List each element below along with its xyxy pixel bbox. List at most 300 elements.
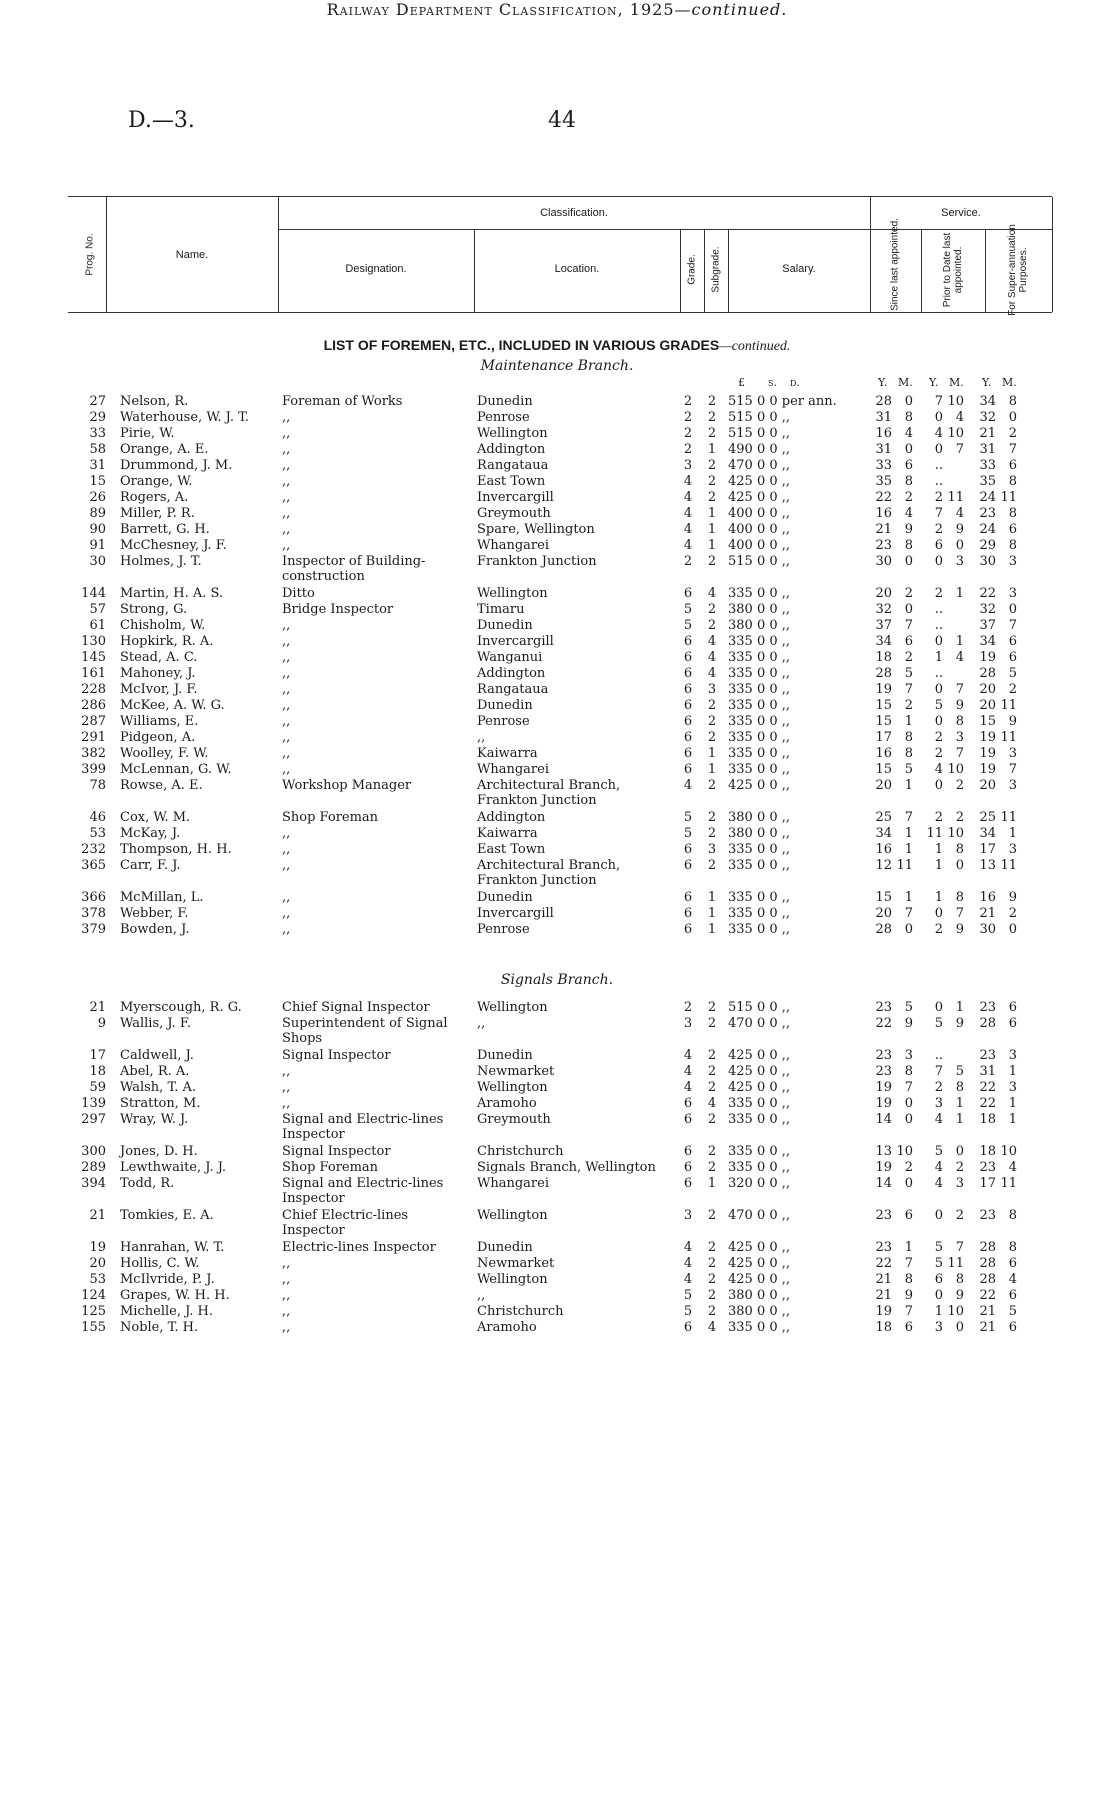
cell-prior-years: 1 (934, 842, 943, 857)
cell-prior-years: .. (934, 458, 943, 473)
cell-location: Aramoho (477, 1320, 537, 1335)
cell-super-years: 22 (979, 1080, 996, 1095)
cell-super-years: 17 (979, 842, 996, 857)
list-title: LIST OF FOREMEN, ETC., INCLUDED IN VARIOUS GRADES—continued. (323, 337, 791, 354)
cell-prog-no: 30 (89, 554, 106, 569)
header-since-last: Since last appointed. (889, 218, 901, 311)
cell-prior-months: 10 (947, 1304, 964, 1319)
cell-prog-no: 91 (89, 538, 106, 553)
cell-prog-no: 53 (89, 826, 106, 841)
cell-prior-months: 4 (955, 650, 964, 665)
cell-super-years: 20 (979, 778, 996, 793)
cell-super-months: 3 (1008, 1048, 1017, 1063)
cell-designation: ,, (282, 442, 291, 457)
cell-grade: 6 (683, 762, 693, 777)
cell-location: Penrose (477, 410, 530, 425)
cell-name: McIvor, J. F. (120, 682, 198, 697)
cell-subgrade: 2 (707, 810, 717, 825)
cell-grade: 2 (683, 426, 693, 441)
cell-super-years: 25 (979, 810, 996, 825)
cell-super-years: 19 (979, 730, 996, 745)
cell-since-years: 13 (875, 1144, 892, 1159)
cell-since-months: 1 (904, 778, 913, 793)
header-prog-no: Prog. No. (84, 233, 96, 276)
cell-prior-years: 6 (934, 1272, 943, 1287)
cell-prog-no: 378 (81, 906, 106, 921)
cell-prior-months: 1 (955, 1000, 964, 1015)
cell-subgrade: 2 (707, 1288, 717, 1303)
cell-name: Pirie, W. (120, 426, 175, 441)
cell-super-years: 32 (979, 410, 996, 425)
cell-location: Newmarket (477, 1064, 555, 1079)
cell-prog-no: 58 (89, 442, 106, 457)
cell-grade: 4 (683, 1256, 693, 1271)
cell-since-months: 9 (904, 522, 913, 537)
cell-super-months: 6 (1008, 634, 1017, 649)
section-signals: Signals Branch. (500, 972, 614, 988)
cell-super-years: 21 (979, 906, 996, 921)
cell-since-years: 20 (875, 906, 892, 921)
cell-since-months: 0 (904, 1112, 913, 1127)
cell-salary: 425 0 0 ,, (728, 778, 791, 793)
cell-designation: ,, (282, 1096, 291, 1111)
cell-name: Orange, W. (120, 474, 193, 489)
cell-since-years: 23 (875, 1064, 892, 1079)
cell-prior-years: 2 (934, 810, 943, 825)
cell-designation: Superintendent of Signal Shops (282, 1016, 448, 1046)
cell-designation: Shop Foreman (282, 1160, 379, 1175)
cell-location: Whangarei (477, 762, 549, 777)
cell-designation: Signal Inspector (282, 1048, 391, 1063)
cell-grade: 2 (683, 410, 693, 425)
cell-since-months: 2 (904, 490, 913, 505)
cell-name: Noble, T. H. (120, 1320, 199, 1335)
cell-since-years: 16 (875, 746, 892, 761)
cell-salary: 515 0 0 ,, (728, 426, 791, 441)
cell-designation: ,, (282, 1320, 291, 1335)
cell-super-months: 3 (1008, 586, 1017, 601)
cell-super-months: 8 (1008, 1240, 1017, 1255)
cell-location: Wellington (477, 1000, 548, 1015)
cell-prior-months: 9 (955, 522, 964, 537)
cell-name: Chisholm, W. (120, 618, 206, 633)
unit-y2: Y. (929, 376, 939, 389)
cell-since-years: 25 (875, 810, 892, 825)
cell-designation: ,, (282, 666, 291, 681)
cell-super-months: 11 (1000, 858, 1017, 873)
cell-grade: 5 (683, 618, 693, 633)
cell-prog-no: 382 (81, 746, 106, 761)
cell-since-years: 32 (875, 602, 892, 617)
cell-since-months: 8 (904, 1272, 913, 1287)
cell-prior-months: 2 (955, 1160, 964, 1175)
cell-location: Addington (477, 810, 546, 825)
cell-since-months: 2 (904, 1160, 913, 1175)
cell-prog-no: 161 (81, 666, 106, 681)
cell-location: Wellington (477, 426, 548, 441)
cell-since-years: 22 (875, 1256, 892, 1271)
cell-subgrade: 3 (707, 682, 717, 697)
cell-subgrade: 2 (707, 602, 717, 617)
cell-prior-years: 4 (934, 762, 943, 777)
cell-prog-no: 297 (81, 1112, 106, 1127)
cell-location: Penrose (477, 922, 530, 937)
cell-subgrade: 2 (707, 490, 717, 505)
cell-designation: ,, (282, 842, 291, 857)
cell-prior-months: 11 (947, 490, 964, 505)
cell-designation: Foreman of Works (282, 394, 403, 409)
cell-prog-no: 144 (81, 586, 106, 601)
cell-prog-no: 399 (81, 762, 106, 777)
cell-salary: 335 0 0 ,, (728, 650, 791, 665)
cell-grade: 2 (683, 442, 693, 457)
cell-grade: 6 (683, 666, 693, 681)
cell-subgrade: 2 (707, 1256, 717, 1271)
cell-location: ,, (477, 1288, 486, 1303)
cell-grade: 5 (683, 826, 693, 841)
cell-prior-months: 2 (955, 1208, 964, 1223)
cell-prior-years: 7 (934, 394, 943, 409)
cell-grade: 4 (683, 1080, 693, 1095)
cell-name: Cox, W. M. (120, 810, 191, 825)
cell-designation: Chief Electric-lines Inspector (282, 1208, 409, 1238)
cell-grade: 6 (683, 746, 693, 761)
cell-designation: ,, (282, 746, 291, 761)
cell-location: Whangarei (477, 538, 549, 553)
cell-subgrade: 2 (707, 410, 717, 425)
cell-salary: 335 0 0 ,, (728, 1320, 791, 1335)
cell-name: Miller, P. R. (120, 506, 195, 521)
cell-prior-years: 3 (934, 1320, 943, 1335)
cell-super-years: 22 (979, 1288, 996, 1303)
cell-prog-no: 155 (81, 1320, 106, 1335)
cell-designation: ,, (282, 458, 291, 473)
cell-location: Penrose (477, 714, 530, 729)
cell-prior-months: 3 (955, 554, 964, 569)
cell-name: Carr, F. J. (120, 858, 181, 873)
cell-grade: 6 (683, 890, 693, 905)
cell-salary: 515 0 0 ,, (728, 410, 791, 425)
cell-prior-years: 5 (934, 698, 943, 713)
cell-prior-years: 0 (934, 906, 943, 921)
cell-super-years: 23 (979, 1208, 996, 1223)
cell-prior-years: 11 (926, 826, 943, 841)
cell-since-months: 8 (904, 538, 913, 553)
cell-subgrade: 2 (707, 1240, 717, 1255)
cell-super-years: 23 (979, 1000, 996, 1015)
cell-prog-no: 15 (89, 474, 106, 489)
cell-name: Martin, H. A. S. (120, 586, 224, 601)
cell-prior-years: 2 (934, 730, 943, 745)
cell-grade: 5 (683, 810, 693, 825)
cell-since-years: 23 (875, 1208, 892, 1223)
cell-super-months: 1 (1008, 826, 1017, 841)
cell-name: Barrett, G. H. (120, 522, 210, 537)
cell-since-years: 19 (875, 682, 892, 697)
cell-super-months: 6 (1008, 650, 1017, 665)
cell-prior-months: 8 (955, 842, 964, 857)
cell-prior-years: 3 (934, 1096, 943, 1111)
cell-location: Whangarei (477, 1176, 549, 1191)
cell-location: Newmarket (477, 1256, 555, 1271)
cell-since-months: 2 (904, 650, 913, 665)
cell-super-years: 30 (979, 922, 996, 937)
cell-prog-no: 46 (89, 810, 106, 825)
cell-designation: Electric-lines Inspector (282, 1240, 436, 1255)
cell-salary: 335 0 0 ,, (728, 730, 791, 745)
cell-prior-years: 2 (934, 490, 943, 505)
cell-since-months: 1 (904, 826, 913, 841)
cell-prog-no: 287 (81, 714, 106, 729)
cell-super-months: 6 (1008, 1256, 1017, 1271)
cell-name: Lewthwaite, J. J. (120, 1160, 227, 1175)
cell-prior-months: 0 (955, 1144, 964, 1159)
cell-salary: 425 0 0 ,, (728, 1240, 791, 1255)
cell-super-months: 11 (1000, 490, 1017, 505)
cell-super-years: 19 (979, 650, 996, 665)
cell-subgrade: 1 (707, 522, 717, 537)
cell-super-months: 6 (1008, 522, 1017, 537)
cell-salary: 380 0 0 ,, (728, 602, 791, 617)
cell-salary: 335 0 0 ,, (728, 1144, 791, 1159)
cell-prior-months: 11 (947, 1256, 964, 1271)
cell-super-years: 29 (979, 538, 996, 553)
cell-grade: 6 (683, 1160, 693, 1175)
table-header (68, 196, 1052, 316)
cell-location: Timaru (477, 602, 525, 617)
cell-subgrade: 2 (707, 826, 717, 841)
cell-super-years: 20 (979, 698, 996, 713)
cell-subgrade: 1 (707, 1176, 717, 1191)
cell-since-years: 34 (875, 634, 892, 649)
cell-prior-years: 2 (934, 1080, 943, 1095)
cell-designation: ,, (282, 906, 291, 921)
cell-location: East Town (477, 474, 546, 489)
cell-prior-years: .. (934, 666, 943, 681)
cell-name: McChesney, J. F. (120, 538, 227, 553)
cell-since-years: 21 (875, 1272, 892, 1287)
cell-prior-years: 5 (934, 1016, 943, 1031)
cell-subgrade: 1 (707, 538, 717, 553)
cell-prior-years: 0 (934, 778, 943, 793)
cell-super-months: 6 (1008, 458, 1017, 473)
cell-location: Wellington (477, 586, 548, 601)
cell-super-months: 8 (1008, 1208, 1017, 1223)
cell-prior-years: 7 (934, 506, 943, 521)
cell-grade: 4 (683, 1048, 693, 1063)
cell-super-months: 7 (1008, 762, 1017, 777)
cell-salary: 380 0 0 ,, (728, 826, 791, 841)
cell-since-years: 23 (875, 1240, 892, 1255)
unit-y1: Y. (878, 376, 888, 389)
header-name: Name. (175, 249, 209, 261)
cell-prior-years: 0 (934, 554, 943, 569)
cell-location: Spare, Wellington (477, 522, 595, 537)
cell-since-years: 14 (875, 1176, 892, 1191)
cell-designation: ,, (282, 922, 291, 937)
cell-name: McLennan, G. W. (120, 762, 232, 777)
cell-super-months: 0 (1008, 602, 1017, 617)
cell-location: ,, (477, 1016, 486, 1031)
cell-grade: 4 (683, 1064, 693, 1079)
cell-name: Strong, G. (120, 602, 188, 617)
cell-super-months: 3 (1008, 554, 1017, 569)
cell-designation: Inspector of Building-construction (282, 554, 426, 584)
cell-grade: 6 (683, 586, 693, 601)
cell-since-months: 7 (904, 1256, 913, 1271)
header-prior-to-date: Prior to Date last appointed. (942, 232, 964, 308)
cell-since-months: 2 (904, 698, 913, 713)
cell-prior-months: 1 (955, 1096, 964, 1111)
cell-subgrade: 2 (707, 778, 717, 793)
cell-prog-no: 228 (81, 682, 106, 697)
cell-prior-months: 1 (955, 634, 964, 649)
cell-subgrade: 2 (707, 1064, 717, 1079)
cell-since-months: 7 (904, 906, 913, 921)
cell-super-years: 34 (979, 826, 996, 841)
cell-salary: 335 0 0 ,, (728, 906, 791, 921)
cell-designation: ,, (282, 1080, 291, 1095)
cell-since-months: 11 (896, 858, 913, 873)
cell-prior-months: 8 (955, 1272, 964, 1287)
cell-since-years: 15 (875, 714, 892, 729)
cell-salary: 335 0 0 ,, (728, 762, 791, 777)
cell-prior-years: 0 (934, 714, 943, 729)
cell-designation: ,, (282, 474, 291, 489)
cell-location: Aramoho (477, 1096, 537, 1111)
cell-since-years: 19 (875, 1160, 892, 1175)
cell-prior-years: .. (934, 602, 943, 617)
cell-prog-no: 90 (89, 522, 106, 537)
cell-super-months: 0 (1008, 410, 1017, 425)
unit-d: d. (790, 376, 800, 389)
cell-prior-years: 4 (934, 1176, 943, 1191)
cell-subgrade: 2 (707, 1272, 717, 1287)
cell-name: Thompson, H. H. (120, 842, 232, 857)
cell-prior-years: 1 (934, 650, 943, 665)
cell-designation: ,, (282, 618, 291, 633)
cell-grade: 6 (683, 1144, 693, 1159)
cell-since-years: 22 (875, 490, 892, 505)
cell-salary: 515 0 0 ,, (728, 1000, 791, 1015)
cell-location: Invercargill (477, 490, 554, 505)
cell-designation: Ditto (282, 586, 315, 601)
cell-prior-months: 10 (947, 762, 964, 777)
cell-since-months: 5 (904, 1000, 913, 1015)
cell-subgrade: 2 (707, 618, 717, 633)
cell-super-years: 33 (979, 458, 996, 473)
cell-prog-no: 232 (81, 842, 106, 857)
cell-super-years: 13 (979, 858, 996, 873)
cell-grade: 6 (683, 922, 693, 937)
cell-since-months: 7 (904, 810, 913, 825)
section-maintenance: Maintenance Branch. (480, 358, 634, 374)
cell-super-months: 4 (1008, 1272, 1017, 1287)
cell-salary: 335 0 0 ,, (728, 1160, 791, 1175)
cell-super-months: 4 (1008, 1160, 1017, 1175)
cell-super-years: 24 (979, 522, 996, 537)
cell-super-months: 8 (1008, 474, 1017, 489)
cell-location: Greymouth (477, 1112, 551, 1127)
cell-prior-years: 5 (934, 1256, 943, 1271)
cell-super-months: 5 (1008, 666, 1017, 681)
cell-since-months: 5 (904, 666, 913, 681)
cell-subgrade: 4 (707, 1096, 717, 1111)
cell-prior-years: 5 (934, 1240, 943, 1255)
cell-grade: 6 (683, 1096, 693, 1111)
cell-super-years: 28 (979, 1256, 996, 1271)
cell-prog-no: 17 (89, 1048, 106, 1063)
cell-location: Addington (477, 442, 546, 457)
cell-prior-years: 2 (934, 586, 943, 601)
cell-since-months: 6 (904, 634, 913, 649)
cell-location: Invercargill (477, 634, 554, 649)
cell-since-years: 23 (875, 1048, 892, 1063)
cell-since-months: 0 (904, 1176, 913, 1191)
cell-since-months: 9 (904, 1288, 913, 1303)
cell-prog-no: 139 (81, 1096, 106, 1111)
cell-grade: 4 (683, 1272, 693, 1287)
cell-prior-months: 5 (955, 1064, 964, 1079)
cell-since-years: 35 (875, 474, 892, 489)
cell-prog-no: 289 (81, 1160, 106, 1175)
cell-designation: ,, (282, 730, 291, 745)
cell-since-months: 1 (904, 842, 913, 857)
cell-grade: 4 (683, 474, 693, 489)
cell-salary: 335 0 0 ,, (728, 858, 791, 873)
cell-designation: ,, (282, 1272, 291, 1287)
cell-prior-years: 4 (934, 1112, 943, 1127)
cell-prior-years: 1 (934, 1304, 943, 1319)
cell-subgrade: 2 (707, 1304, 717, 1319)
header-service: Service. (941, 207, 981, 219)
cell-prior-years: 4 (934, 426, 943, 441)
cell-subgrade: 1 (707, 762, 717, 777)
cell-since-years: 18 (875, 1320, 892, 1335)
cell-grade: 5 (683, 1304, 693, 1319)
cell-since-years: 16 (875, 506, 892, 521)
cell-prog-no: 125 (81, 1304, 106, 1319)
cell-since-months: 7 (904, 682, 913, 697)
cell-subgrade: 1 (707, 746, 717, 761)
cell-prior-years: 2 (934, 746, 943, 761)
cell-subgrade: 1 (707, 906, 717, 921)
cell-since-months: 0 (904, 442, 913, 457)
cell-name: Drummond, J. M. (120, 458, 233, 473)
header-location: Location. (554, 263, 600, 275)
cell-location: Addington (477, 666, 546, 681)
cell-since-months: 9 (904, 1016, 913, 1031)
cell-since-months: 10 (896, 1144, 913, 1159)
cell-since-years: 31 (875, 442, 892, 457)
cell-name: Webber, F. (120, 906, 189, 921)
cell-designation: ,, (282, 1288, 291, 1303)
cell-since-years: 16 (875, 842, 892, 857)
cell-location: Frankton Junction (477, 554, 597, 569)
cell-salary: 335 0 0 ,, (728, 586, 791, 601)
header-classification: Classification. (540, 207, 608, 219)
cell-prog-no: 18 (89, 1064, 106, 1079)
cell-designation: ,, (282, 698, 291, 713)
cell-super-years: 22 (979, 1096, 996, 1111)
cell-prior-months: 0 (955, 538, 964, 553)
cell-subgrade: 2 (707, 474, 717, 489)
cell-grade: 5 (683, 602, 693, 617)
cell-designation: ,, (282, 506, 291, 521)
cell-location: Rangataua (477, 682, 549, 697)
cell-prior-years: 2 (934, 522, 943, 537)
cell-designation: ,, (282, 426, 291, 441)
